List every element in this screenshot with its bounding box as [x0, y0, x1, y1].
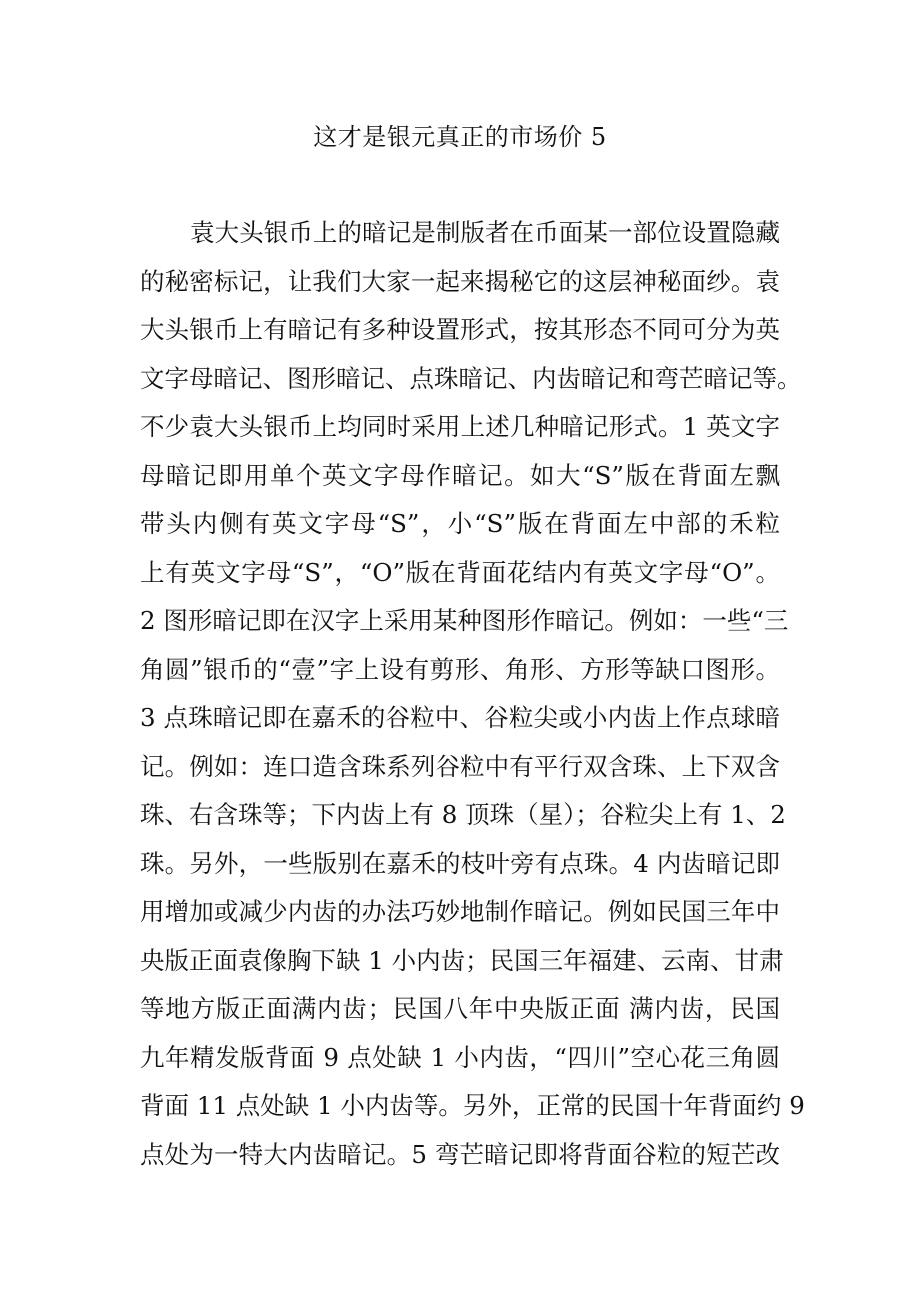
- text-line: 用增加或减少内齿的办法巧妙地制作暗记。例如民国三年中: [140, 897, 780, 926]
- document-title: 这才是银元真正的市场价 5: [313, 123, 607, 151]
- text-line: 点处为一特大内齿暗记。5 弯芒暗记即将背面谷粒的短芒改: [140, 1139, 780, 1169]
- text-line: 央版正面袁像胸下缺 1 小内齿；民国三年福建、云南、甘肃: [140, 945, 784, 975]
- text-line: 角圆”银币的“壹”字上设有剪形、角形、方形等缺口图形。: [140, 654, 780, 684]
- text-line: 等地方版正面满内齿；民国八年中央版正面 满内齿，民国: [140, 994, 780, 1023]
- text-line: 的秘密标记，让我们大家一起来揭秘它的这层神秘面纱。袁: [140, 266, 780, 296]
- text-line: 上有英文字母“S”，“O”版在背面花结内有英文字母“O”。: [140, 557, 780, 587]
- text-line: 袁大头银币上的暗记是制版者在币面某一部位设置隐藏: [190, 218, 780, 247]
- text-line: 大头银币上有暗记有多种设置形式，按其形态不同可分为英: [140, 315, 780, 344]
- text-line: 不少袁大头银币上均同时采用上述几种暗记形式。1 英文字: [140, 412, 780, 441]
- text-line: 带头内侧有英文字母“S”，小“S”版在背面左中部的禾粒: [140, 509, 780, 538]
- text-line: 珠、右含珠等；下内齿上有 8 顶珠（星）；谷粒尖上有 1、2: [140, 800, 786, 829]
- text-line: 3 点珠暗记即在嘉禾的谷粒中、谷粒尖或小内齿上作点球暗: [140, 703, 780, 732]
- text-line: 文字母暗记、图形暗记、点珠暗记、内齿暗记和弯芒暗记等。: [140, 363, 802, 393]
- text-line: 背面 11 点处缺 1 小内齿等。另外，正常的民国十年背面约 9: [140, 1091, 805, 1120]
- text-line: 九年精发版背面 9 点处缺 1 小内齿，“四川”空心花三角圆: [140, 1042, 780, 1072]
- text-line: 珠。另外，一些版别在嘉禾的枝叶旁有点珠。4 内齿暗记即: [140, 848, 780, 878]
- text-line: 记。例如：连口造含珠系列谷粒中有平行双含珠、上下双含: [140, 751, 780, 781]
- text-line: 母暗记即用单个英文字母作暗记。如大“S”版在背面左飘: [140, 460, 780, 490]
- body-paragraph: [140, 209, 805, 1179]
- text-line: 2 图形暗记即在汉字上采用某种图形作暗记。例如：一些“三: [140, 606, 789, 635]
